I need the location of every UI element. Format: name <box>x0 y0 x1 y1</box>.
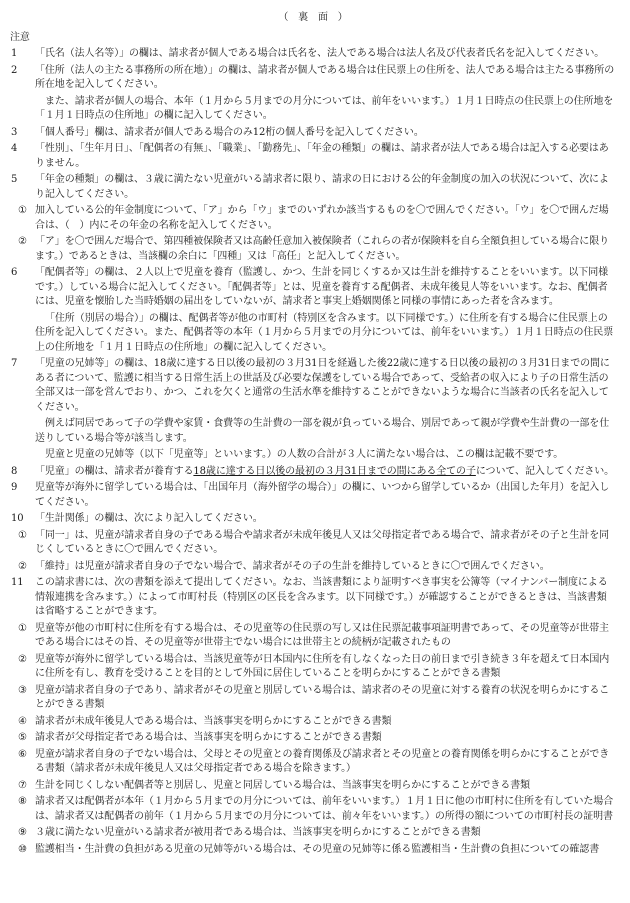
note-text: 「生計関係」の欄は、次により記入してください。 <box>35 513 263 524</box>
note-item-4 <box>10 142 616 171</box>
sub-number: ⑧ <box>18 796 27 807</box>
sub-number: ② <box>18 560 27 572</box>
note-11-sub-4 <box>10 715 616 730</box>
note-item-6 <box>10 266 616 310</box>
sub-text: 「維持」は児童が請求者自身の子でない場合で、請求者がその子の生計を維持しているときに〇で囲んでください。 <box>35 560 550 572</box>
note-number: 9 <box>11 482 18 493</box>
note-11-sub-8 <box>10 795 616 824</box>
sub-number: ① <box>18 529 27 541</box>
note-text: 「配偶者等」の欄は、２人以上で児童を養育（監護し、かつ、生計を同じくするか又は生計を維持することをいいます。以下同様です。）している場合に記入してください。「配偶者等」とは、児童を養育する配偶者、未成年後見人等をいいます。なお、配偶者には、児童を懐胎した当時婚姻の届出をしていないが、請求者と事実上婚姻関係と同様の事情にあった者を含みます。 <box>35 267 608 307</box>
note-number: 7 <box>11 358 18 369</box>
note-text: 「年金の種類」の欄は、３歳に満たない児童がいる請求者に限り、請求の日における公的年金制度の加入の状況について、次により記入してください。 <box>35 174 609 200</box>
note-11-sub-5 <box>10 731 616 746</box>
sub-number: ⑩ <box>18 843 27 855</box>
page-title: （ 裏 面 ） <box>278 12 348 23</box>
note-11-sub-9 <box>10 826 616 841</box>
note-text: 児童等が海外に留学している場合は、「出国年月（海外留学の場合）」の欄に、いつから留学しているか（出国した年月）を記入してください。 <box>35 482 610 508</box>
note-number: 2 <box>11 64 18 76</box>
sub-text: 請求者が父母指定者である場合は、当該事実を明らかにすることができる書類 <box>35 732 382 743</box>
note-text-pre: 「児童」の欄は、請求者が養育する <box>35 465 194 477</box>
note-10-sub-1 <box>10 529 616 558</box>
notes-heading: 注意 <box>10 31 30 43</box>
sub-text: 児童が請求者自身の子でない場合は、父母とその児童との養育関係及び請求者とその児童との養育関係を明らかにすることができる書類（請求者が未成年後見人又は父母指定者である場合を除きます。） <box>35 748 610 774</box>
note-5-sub-2 <box>10 235 616 264</box>
note-item-3 <box>10 126 616 141</box>
note-number: 4 <box>11 143 18 154</box>
sub-text: 監護相当・生計費の負担がある児童の兄姉等がいる場合は、その児童の兄姉等に係る監護相当・生計費の負担についての確認書 <box>35 843 600 855</box>
note-5-sub-1 <box>10 204 616 233</box>
note-text: 「個人番号」欄は、請求者が個人である場合のみ12桁の個人番号を記入してください。 <box>35 126 424 138</box>
note-item-11 <box>10 576 616 620</box>
note-number: 8 <box>11 465 18 477</box>
note-number: 6 <box>11 267 18 278</box>
sub-number: ⑦ <box>18 779 27 791</box>
note-item-6-extra: 「住所（別居の場合）」の欄は、配偶者等が他の市町村（特別区を含みます。以下同様です。）に住所を有する場合に住民票上の住所を記入してください。また、配偶者等の本年（１月から５月までの月分については、前年をいいます。）１月１日時点の住民票上の住所地を「１月１日時点の住所地」の欄に記入してください。 <box>35 312 614 353</box>
note-10-sub-2 <box>10 560 616 575</box>
note-number: 5 <box>11 174 18 185</box>
note-11-sub-6 <box>10 748 616 777</box>
sub-text: 加入している公的年金制度について、「ア」から「ウ」までのいずれか該当するものを〇で囲んでください。「ウ」を〇で囲んだ場合は、（ ）内にその年金の名称を記入してください。 <box>35 205 609 231</box>
note-11-sub-10 <box>10 843 616 858</box>
note-item-7-extra-1: 例えば同居であって子の学費や家賃・食費等の生計費の一部を親が負っている場合、別居であって親が学費や生計費の一部を仕送りしている場合等が該当します。 <box>35 418 610 444</box>
sub-text: 児童が請求者自身の子であり、請求者がその児童と別居している場合は、請求者のその児童に対する養育の状況を明らかにすることができる書類 <box>35 684 610 710</box>
note-number: 3 <box>11 126 18 138</box>
sub-number: ④ <box>18 715 27 727</box>
sub-text: 「同一」は、児童が請求者自身の子である場合や請求者が未成年後見人又は父母指定者である場合で、請求者がその子と生計を同じくしているときに〇で囲んでください。 <box>35 529 609 555</box>
note-item-7-extra-2: 児童と児童の兄姉等（以下「児童等」といいます。）の人数の合計が３人に満たない場合は、この欄は記載不要です。 <box>45 449 564 460</box>
note-number: 1 <box>11 48 18 59</box>
sub-number: ⑥ <box>18 748 27 760</box>
sub-text: 「ア」を〇で囲んだ場合で、第四種被保険者又は高齢任意加入被保険者（これらの者が保険料を自ら全額負担している場合に限ります。）であるときは、当該欄の余白に「四種」又は「高任」と記入してください。 <box>35 236 609 262</box>
note-item-10 <box>10 512 616 527</box>
sub-text: ３歳に満たない児童がいる請求者が被用者である場合は、当該事実を明らかにすることができる書類 <box>35 827 481 838</box>
note-11-sub-3 <box>10 684 616 713</box>
note-text-underlined: 18歳に達する日以後の最初の３月31日までの間にある全ての子 <box>193 465 476 477</box>
note-item-9 <box>10 481 616 510</box>
note-text: 「児童の兄姉等」の欄は、18歳に達する日以後の最初の３月31日を経過した後22歳に達する日以後の最初の３月31日までの間にある者について、監護に相当する日常生活上の世話及び必要な保護をしている場合であって、受給者の収入により子の日常生活の全部又は一部を営んでおり、かつ、これを欠くと通常の生活水準を維持することができないような場合に当該者の氏名を記入してください。 <box>35 358 610 413</box>
sub-number: ⑤ <box>18 732 27 743</box>
sub-text: 請求者又は配偶者が本年（１月から５月までの月分については、前年をいいます。）１月１日に他の市町村に住所を有していた場合は、請求者又は配偶者の前年（１月から５月までの月分については、前々年をいいます。）の所得の額についての市町村長の証明書 <box>35 796 614 822</box>
sub-text: 生計を同じくしない配偶者等と別居し、児童と同居している場合は、当該事実を明らかにすることができる書類 <box>35 779 530 791</box>
note-text: 「性別」、「生年月日」、「配偶者の有無」、「職業」、「勤務先」、「年金の種類」の欄は、請求者が法人である場合は記入する必要はありません。 <box>35 143 609 169</box>
note-text: この請求書には、次の書類を添えて提出してください。なお、当該書類により証明すべき事実を公簿等（マイナンバー制度による情報連携を含みます。）によって市町村長（特別区の区長を含みます。以下同様です。）が確認することができるときは、当該書類は省略することができます。 <box>35 577 608 617</box>
sub-text: 児童等が他の市町村に住所を有する場合は、その児童等の住民票の写し又は住民票記載事項証明書であって、その児童等が世帯主である場合にはその旨、その児童等が世帯主でない場合には世帯主との続柄が記載されたもの <box>35 622 609 648</box>
sub-number: ③ <box>18 684 27 696</box>
note-11-sub-7 <box>10 779 616 794</box>
note-number: 10 <box>11 513 24 524</box>
note-11-sub-1 <box>10 622 616 651</box>
note-number: 11 <box>11 577 24 588</box>
note-item-8 <box>10 465 616 480</box>
note-item-5 <box>10 173 616 202</box>
note-item-2 <box>10 64 616 93</box>
sub-number: ① <box>18 622 27 634</box>
note-item-2-extra: また、請求者が個人の場合、本年（１月から５月までの月分については、前年をいいます。）１月１日時点の住民票上の住所地を「１月１日時点の住所地」の欄に記入してください。 <box>35 95 614 121</box>
note-text: 「氏名（法人名等）」の欄は、請求者が個人である場合は氏名を、法人である場合は法人名及び代表者氏名を記入してください。 <box>35 48 605 59</box>
sub-number: ② <box>18 653 27 665</box>
sub-number: ② <box>18 236 27 247</box>
note-item-7 <box>10 357 616 415</box>
note-text: 「住所（法人の主たる事務所の所在地）」の欄は、請求者が個人である場合は住民票上の住所を、法人である場合は主たる事務所の所在地を記入してください。 <box>35 64 615 90</box>
sub-number: ① <box>18 205 27 216</box>
sub-text: 児童等が海外に留学している場合は、当該児童等が日本国内に住所を有しなくなった日の前日まで引き続き３年を超えて日本国内に住所を有し、教育を受けることを目的として外国に居住していることを明らかにすることができる書類 <box>35 653 610 679</box>
note-text-post: について、記入してください。 <box>475 465 615 477</box>
sub-text: 請求者が未成年後見人である場合は、当該事実を明らかにすることができる書類 <box>35 715 392 727</box>
note-item-1 <box>10 47 616 62</box>
note-11-sub-2 <box>10 653 616 682</box>
sub-number: ⑨ <box>18 827 27 838</box>
